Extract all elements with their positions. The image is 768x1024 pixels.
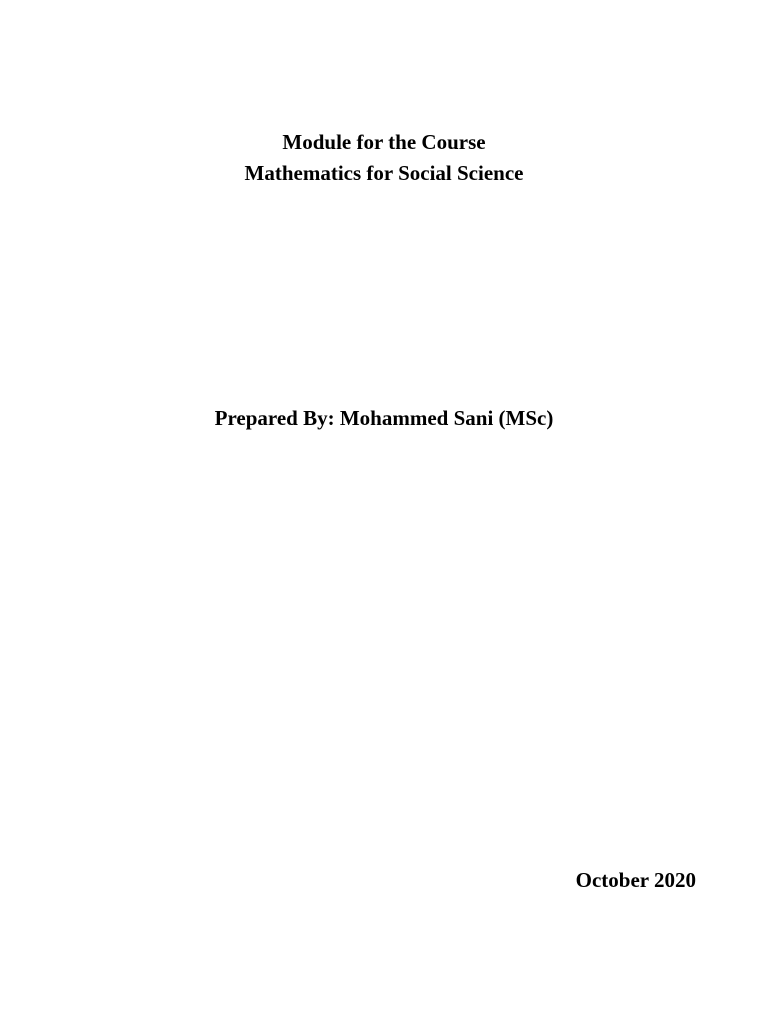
document-date: October 2020 [575, 868, 696, 892]
title-block [0, 127, 768, 189]
title-line-1: Module for the Course [282, 130, 486, 154]
prepared-by: Prepared By: Mohammed Sani (MSc) [214, 406, 554, 430]
title-line-2: Mathematics for Social Science [244, 161, 524, 185]
